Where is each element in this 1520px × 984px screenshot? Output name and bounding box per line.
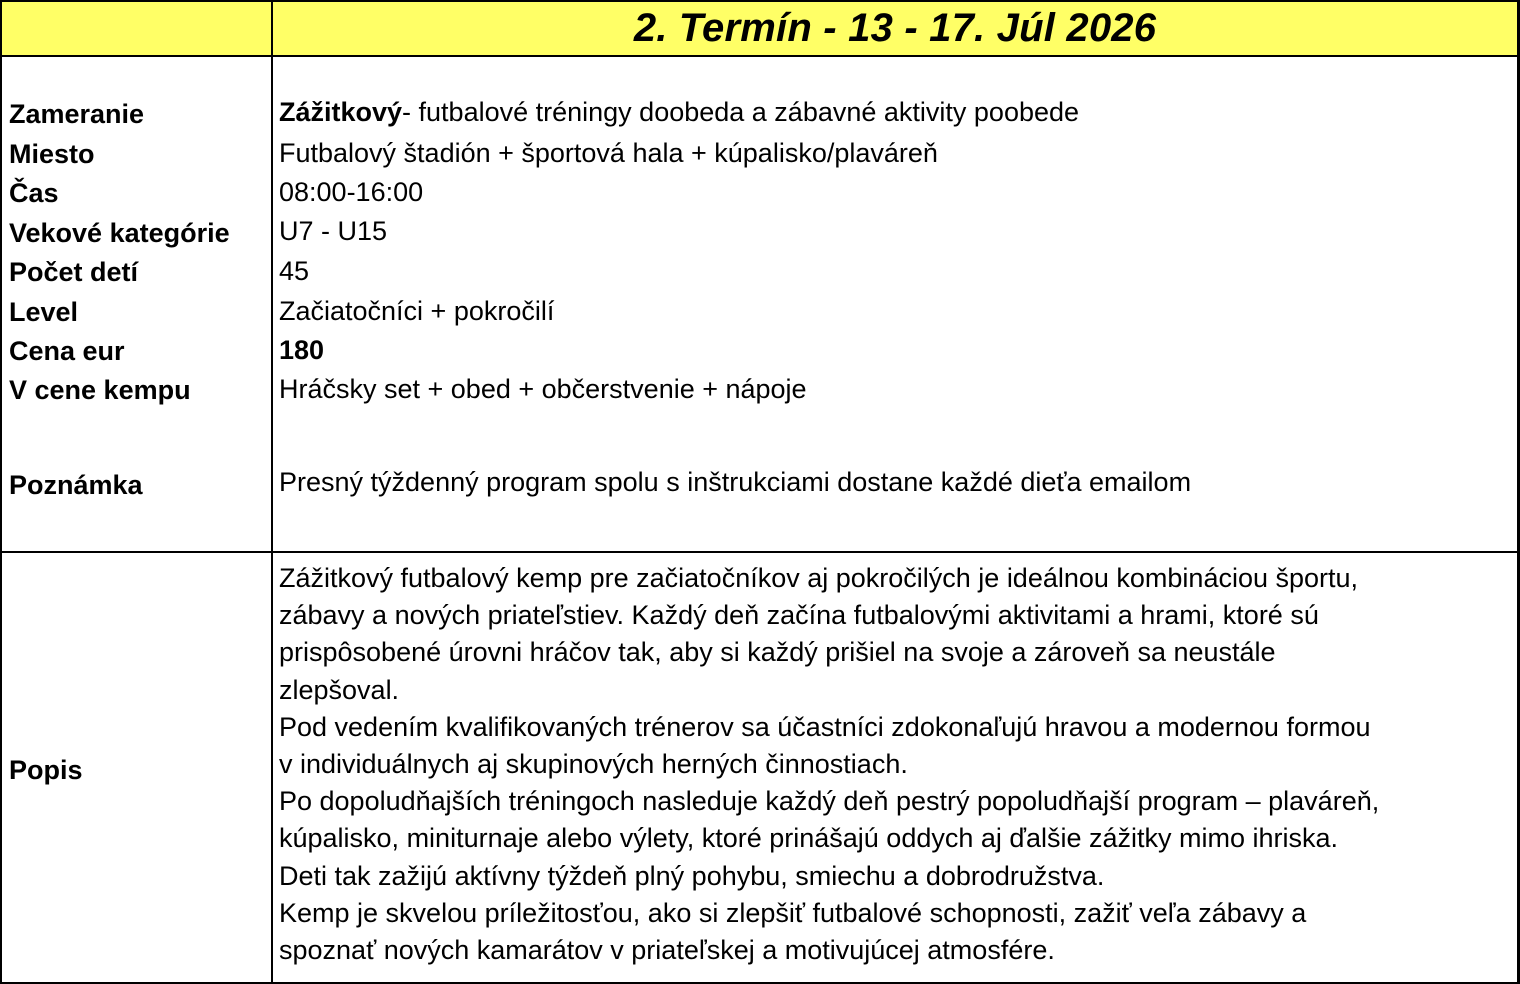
page-title: 2. Termín - 13 - 17. Júl 2026 [633,6,1157,50]
popis-line: Po dopoludňajších tréningoch nasleduje každý deň pestrý popoludňajší program – plaváreň, [279,786,1380,817]
popis-line: zlepšoval. [279,674,400,705]
grid-line-info-bottom [0,551,1520,553]
grid-line-top [0,0,1520,2]
value-cas: 08:00-16:00 [279,177,424,207]
label-poznamka: Poznámka [9,470,143,500]
label-cena-eur: Cena eur [9,336,125,366]
value-zameranie [279,97,1079,128]
label-popis: Popis [9,755,83,785]
popis-line: Kemp je skvelou príležitosťou, ako si zlepšiť futbalové schopnosti, zažiť veľa zábavy a [279,897,1307,928]
value-cena-eur-amount: 180 [279,335,325,365]
label-v-cene-kempu: V cene kempu [9,375,191,405]
header-cell [273,2,1517,55]
value-pocet-deti: 45 [279,256,310,286]
popis-line: Pod vedením kvalifikovaných trénerov sa účastníci zdokonaľujú hravou a modernou formou [279,711,1371,742]
grid-line-column-divider [271,0,273,984]
popis-line: Deti tak zažijú aktívny týždeň plný pohybu, smiechu a dobrodružstva. [279,860,1105,891]
value-cena-eur [279,335,324,366]
label-cas: Čas [9,178,59,208]
grid-line-left [0,0,2,984]
grid-line-header-bottom [0,55,1520,57]
header-blank-cell [2,2,271,55]
popis-text [279,560,1509,969]
value-vekove-kategorie: U7 - U15 [279,216,388,246]
popis-line: zábavy a nových priateľstiev. Každý deň začína futbalovými aktivitami a hrami, ktoré sú [279,600,1319,631]
label-miesto: Miesto [9,139,95,169]
value-poznamka: Presný týždenný program spolu s inštrukciami dostane každé dieťa emailom [279,467,1192,497]
value-v-cene-kempu: Hráčsky set + obed + občerstvenie + nápoje [279,374,807,404]
value-zameranie-bold: Zážitkový [279,97,403,127]
value-zameranie-rest: - futbalové tréningy doobeda a zábavné aktivity poobede [402,97,1080,127]
value-miesto: Futbalový štadión + športová hala + kúpalisko/plaváreň [279,138,938,168]
popis-line: kúpalisko, miniturnaje alebo výlety, ktoré prinášajú oddych aj ďalšie zážitky mimo ihriska. [279,823,1339,854]
popis-line: spoznať nových kamarátov v priateľskej a motivujúcej atmosfére. [279,935,1055,966]
label-vekove-kategorie: Vekové kategórie [9,218,230,248]
value-level: Začiatočníci + pokročilí [279,296,555,326]
popis-line: Zážitkový futbalový kemp pre začiatočníkov aj pokročilých je ideálnou kombináciou športu, [279,563,1359,593]
label-zameranie: Zameranie [9,99,145,129]
label-pocet-deti: Počet detí [9,257,139,287]
popis-line: prispôsobené úrovni hráčov tak, aby si každý prišiel na svoje a zároveň sa neustále [279,637,1276,668]
popis-line: v individuálnych aj skupinových herných činnostiach. [279,749,908,780]
label-level: Level [9,297,79,327]
